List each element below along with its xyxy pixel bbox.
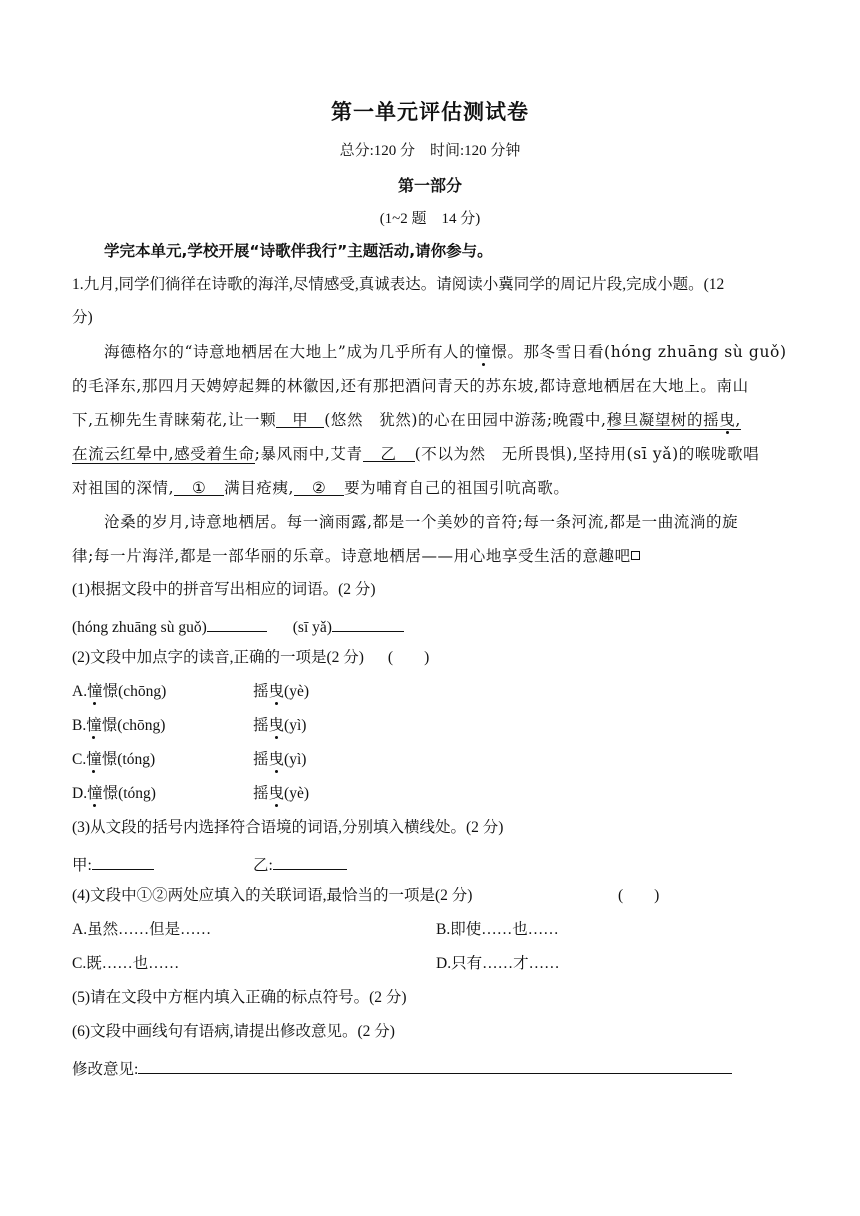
sub5-text: (5)请在文段中方框内填入正确的标点符号。(2 分)	[72, 989, 407, 1006]
answer-blank-1[interactable]	[207, 614, 267, 632]
passage-line-4: 在流云红晕中,感受着生命;暴风雨中,艾青 乙 (不以为然 无所畏惧),坚持用(sī yǎ)的喉咙歌唱	[72, 445, 760, 463]
sub4-option-b[interactable]: B.即使……也……	[436, 921, 559, 938]
sub6-text: (6)文段中画线句有语病,请提出修改意见。(2 分)	[72, 1023, 395, 1040]
punctuation-box[interactable]	[631, 551, 640, 560]
passage-line-2: 的毛泽东,那四月天娉婷起舞的林徽因,还有那把酒问青天的苏东坡,都诗意地栖居在大地上。南山	[72, 377, 749, 395]
sub2-text: (2)文段中加点字的读音,正确的一项是(2 分) ( )	[72, 649, 430, 666]
sub2-option-c[interactable]: C.憧憬(tóng) 摇曳(yì)	[72, 751, 307, 768]
sub3-text: (3)从文段的括号内选择符合语境的词语,分别填入横线处。(2 分)	[72, 819, 504, 836]
passage-line-3: 下,五柳先生青睐菊花,让一颗 甲 (悠然 犹然)的心在田园中游荡;晚霞中,穆旦凝望树的摇曳,	[72, 411, 741, 429]
question-range: (1~2 题 14 分)	[379, 211, 481, 227]
passage-line-1: 海德格尔的“诗意地栖居在大地上”成为几乎所有人的憧憬。那冬雪日看(hóng zhuāng sù guǒ)	[104, 343, 787, 361]
sub2-option-d[interactable]: D.憧憬(tóng) 摇曳(yè)	[72, 785, 309, 802]
blank-2: ②	[294, 478, 344, 496]
sub2-option-b[interactable]: B.憧憬(chōng) 摇曳(yì)	[72, 717, 307, 734]
sub1-answers: (hóng zhuāng sù guǒ) (sī yǎ)	[72, 614, 404, 638]
q1-stem-cont: 分)	[72, 309, 93, 326]
blank-1: ①	[174, 478, 224, 496]
answer-blank-yi[interactable]	[273, 852, 347, 870]
sub4-option-c[interactable]: C.既……也……	[72, 955, 180, 972]
passage-line-5: 对祖国的深情, ① 满目疮痍, ② 要为哺育自己的祖国引吭高歌。	[72, 479, 570, 497]
blank-jia: 甲	[276, 410, 324, 428]
page-title: 第一单元评估测试卷	[331, 100, 529, 124]
sub3-answers: 甲: 乙:	[72, 852, 154, 876]
passage-line-7: 律;每一片海洋,都是一部华丽的乐章。诗意地栖居——用心地享受生活的意趣吧	[72, 546, 640, 566]
answer-blank-jia[interactable]	[92, 852, 154, 870]
intro-text: 学完本单元,学校开展“诗歌伴我行”主题活动,请你参与。	[104, 242, 493, 260]
underlined-sentence: 穆旦凝望树的摇曳,	[606, 411, 741, 429]
revise-answer-line[interactable]	[138, 1056, 732, 1074]
passage-line-6: 沧桑的岁月,诗意地栖居。每一滴雨露,都是一个美妙的音符;每一条河流,都是一曲流淌的旋	[104, 513, 739, 531]
underlined-sentence-cont: 在流云红晕中,感受着生命	[72, 445, 255, 463]
sub4-text: (4)文段中①②两处应填入的关联词语,最恰当的一项是(2 分) ( )	[72, 887, 660, 904]
sub2-option-a[interactable]: A.憧憬(chōng) 摇曳(yè)	[72, 683, 309, 700]
blank-yi: 乙	[363, 444, 415, 462]
sub4-option-a[interactable]: A.虽然……但是……	[72, 921, 212, 938]
revise-row: 修改意见:	[72, 1056, 732, 1080]
part-heading: 第一部分	[397, 176, 462, 195]
sub1-text: (1)根据文段中的拼音写出相应的词语。(2 分)	[72, 581, 376, 598]
q1-stem: 1.九月,同学们徜徉在诗歌的海洋,尽情感受,真诚表达。请阅读小冀同学的周记片段,完成小题。(12	[72, 276, 725, 293]
exam-meta: 总分:120 分 时间:120 分钟	[339, 143, 521, 159]
sub4-option-d[interactable]: D.只有……才……	[436, 955, 560, 972]
answer-blank-2[interactable]	[332, 614, 404, 632]
